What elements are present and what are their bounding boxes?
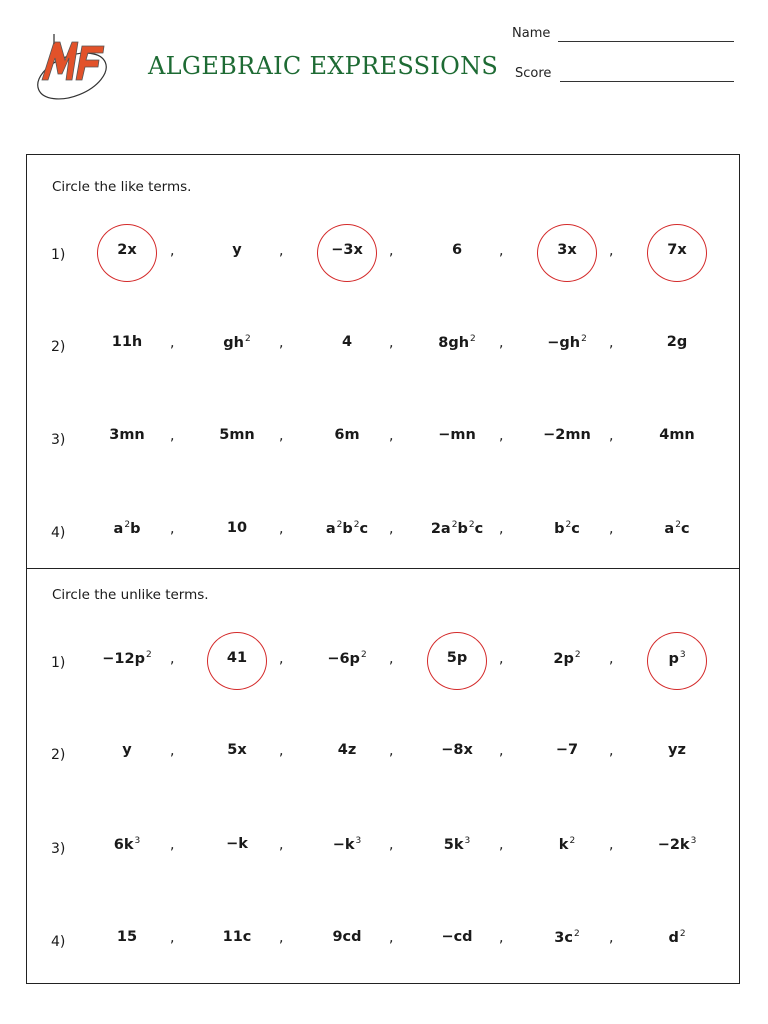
problem-row [27,924,741,964]
algebraic-term[interactable]: 5x [227,742,247,758]
algebraic-term[interactable]: $8gh^2$ [438,334,476,351]
algebraic-term[interactable]: $-2k^3$ [657,836,697,853]
algebraic-term[interactable]: $-6p^2$ [327,650,367,667]
algebraic-term[interactable]: −7 [555,742,579,758]
algebraic-term[interactable]: 4z [337,742,357,758]
problem-number: 1) [51,247,66,263]
problem-row [27,422,741,462]
comma-separator: , [499,243,504,259]
comma-separator: , [279,743,284,759]
problem-number: 3) [51,841,66,857]
instruction-unlike-terms: Circle the unlike terms. [52,587,209,603]
page-title: ALGEBRAIC EXPRESSIONS [148,52,499,80]
problem-number: 4) [51,934,66,950]
mf-logo [32,32,112,100]
comma-separator: , [499,837,504,853]
algebraic-term[interactable]: 3mn [109,427,145,443]
problem-number: 2) [51,747,66,763]
score-field[interactable] [560,81,734,82]
comma-separator: , [279,243,284,259]
comma-separator: , [170,521,175,537]
algebraic-term[interactable]: 15 [116,929,138,945]
algebraic-term[interactable]: 2g [666,334,688,350]
algebraic-term[interactable]: 6m [334,427,360,443]
comma-separator: , [499,930,504,946]
comma-separator: , [499,521,504,537]
problem-row [27,737,741,777]
algebraic-term[interactable]: −k [226,836,248,852]
unlike-terms-section [26,568,740,984]
comma-separator: , [279,335,284,351]
algebraic-term[interactable]: 2x [117,242,137,258]
comma-separator: , [279,930,284,946]
comma-separator: , [170,743,175,759]
algebraic-term[interactable]: 41 [226,650,248,666]
comma-separator: , [499,428,504,444]
algebraic-term[interactable]: 6 [451,242,463,258]
algebraic-term[interactable]: y [122,742,132,758]
algebraic-term[interactable]: $a^2b$ [113,520,141,537]
comma-separator: , [170,837,175,853]
algebraic-term[interactable]: −cd [441,929,473,945]
algebraic-term[interactable]: $2p^2$ [553,650,581,667]
comma-separator: , [499,335,504,351]
algebraic-term[interactable]: $2a^2b^2c$ [430,520,484,537]
algebraic-term[interactable]: −8x [441,742,473,758]
algebraic-term[interactable]: yz [668,742,686,758]
algebraic-term[interactable]: 11h [111,334,143,350]
algebraic-term[interactable]: 5p [446,650,468,666]
algebraic-term[interactable]: 5mn [219,427,255,443]
algebraic-term[interactable]: 4mn [659,427,695,443]
problem-row [27,237,741,277]
comma-separator: , [609,930,614,946]
comma-separator: , [389,243,394,259]
problem-number: 2) [51,339,66,355]
name-field[interactable] [558,41,734,42]
like-terms-section [26,154,740,569]
algebraic-term[interactable]: $-12p^2$ [102,650,152,667]
score-label: Score [515,66,552,81]
comma-separator: , [499,743,504,759]
algebraic-term[interactable]: $3c^2$ [554,929,580,946]
algebraic-term[interactable]: −3x [331,242,363,258]
algebraic-term[interactable]: $a^2c$ [664,520,690,537]
comma-separator: , [279,521,284,537]
name-label: Name [512,26,551,41]
problem-number: 1) [51,655,66,671]
comma-separator: , [499,651,504,667]
comma-separator: , [609,837,614,853]
algebraic-term[interactable]: −2mn [543,427,591,443]
algebraic-term[interactable]: $a^2b^2c$ [325,520,369,537]
comma-separator: , [279,837,284,853]
comma-separator: , [609,335,614,351]
algebraic-term[interactable]: 11c [222,929,252,945]
problem-row [27,831,741,871]
comma-separator: , [389,930,394,946]
comma-separator: , [279,428,284,444]
algebraic-term[interactable]: $-gh^2$ [547,334,587,351]
comma-separator: , [170,243,175,259]
comma-separator: , [389,521,394,537]
algebraic-term[interactable]: 7x [667,242,687,258]
comma-separator: , [609,243,614,259]
comma-separator: , [609,743,614,759]
algebraic-term[interactable]: $d^2$ [668,929,686,946]
algebraic-term[interactable]: $gh^2$ [223,334,251,351]
algebraic-term[interactable]: −mn [438,427,476,443]
comma-separator: , [389,335,394,351]
comma-separator: , [279,651,284,667]
comma-separator: , [389,428,394,444]
comma-separator: , [170,651,175,667]
problem-number: 3) [51,432,66,448]
algebraic-term[interactable]: $6k^3$ [113,836,141,853]
comma-separator: , [609,651,614,667]
comma-separator: , [389,743,394,759]
problem-row [27,329,741,369]
comma-separator: , [170,428,175,444]
algebraic-term[interactable]: 9cd [332,929,362,945]
comma-separator: , [170,335,175,351]
comma-separator: , [170,930,175,946]
comma-separator: , [609,428,614,444]
algebraic-term[interactable]: $5k^3$ [443,836,471,853]
instruction-like-terms: Circle the like terms. [52,179,192,195]
algebraic-term[interactable]: $p^3$ [668,650,686,667]
algebraic-term[interactable]: 3x [557,242,577,258]
comma-separator: , [609,521,614,537]
algebraic-term[interactable]: $b^2c$ [554,520,580,537]
comma-separator: , [389,651,394,667]
problem-number: 4) [51,525,66,541]
algebraic-term[interactable]: $k^2$ [558,836,576,853]
comma-separator: , [389,837,394,853]
problem-row [27,515,741,555]
algebraic-term[interactable]: y [232,242,242,258]
algebraic-term[interactable]: 10 [226,520,248,536]
algebraic-term[interactable]: $-k^3$ [332,836,362,853]
algebraic-term[interactable]: 4 [341,334,353,350]
problem-row [27,645,741,685]
